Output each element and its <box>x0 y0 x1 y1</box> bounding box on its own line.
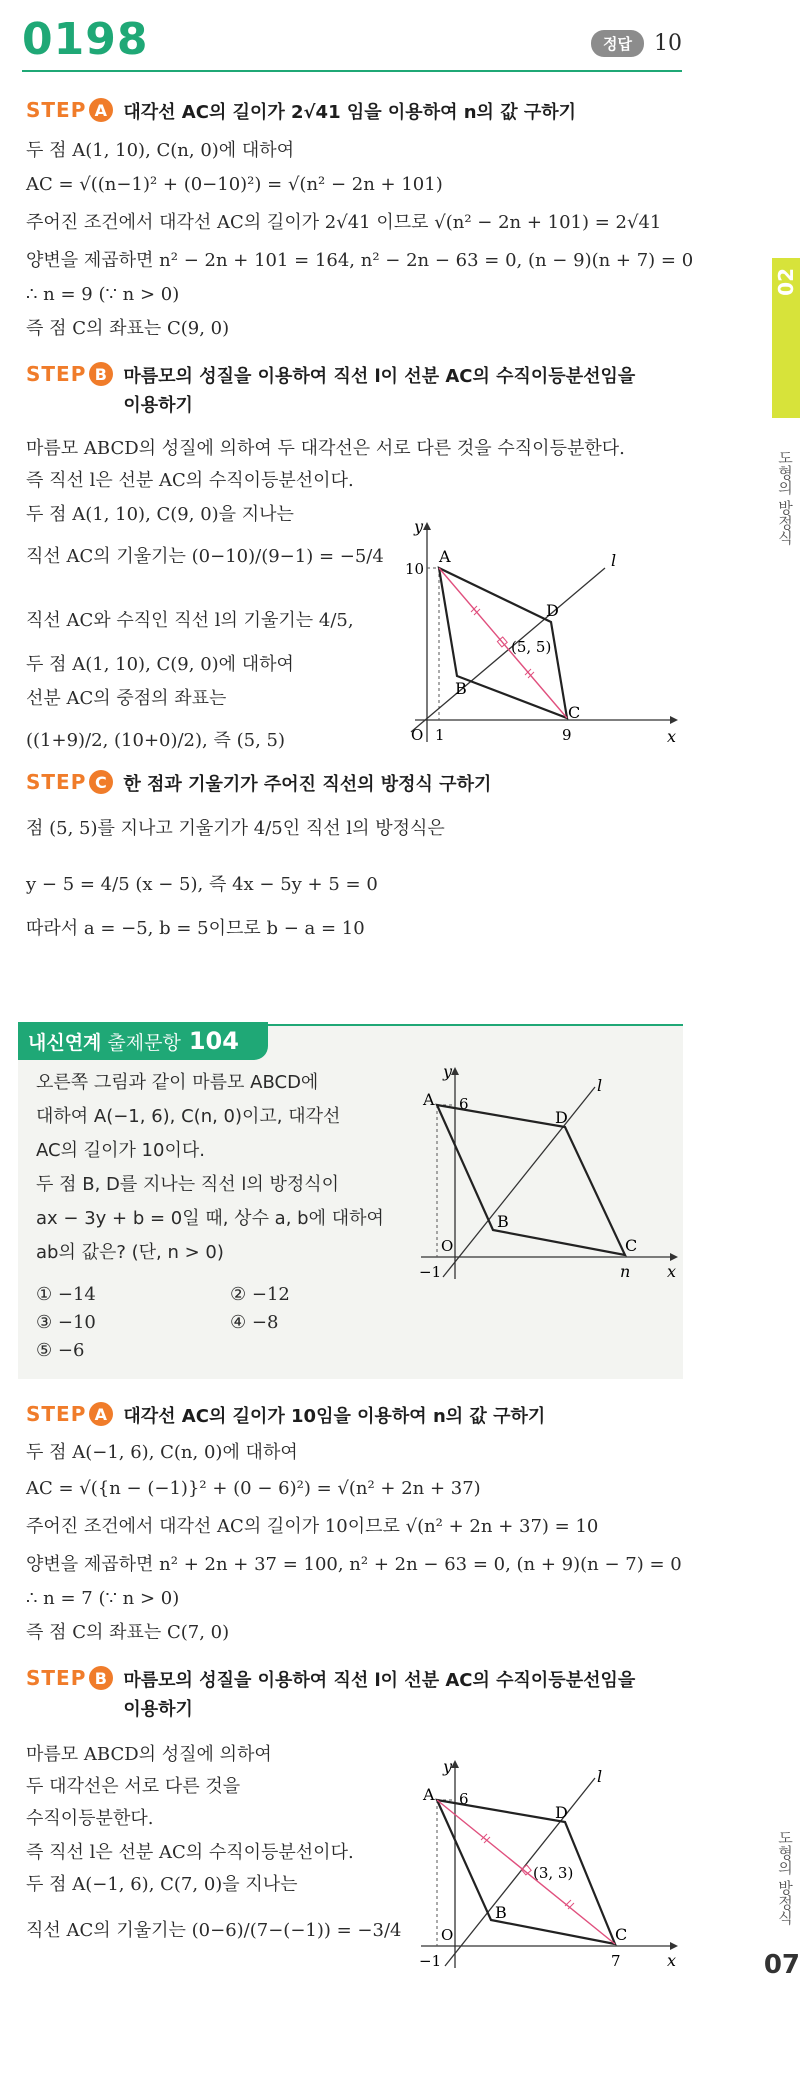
sol2-b-line-1: 마름모 ABCD의 성질에 의하여 <box>26 1744 272 1765</box>
fig2-n-label: n <box>620 1262 631 1280</box>
fig3-o-label: O <box>441 1926 454 1944</box>
fig1-D-label: D <box>546 601 559 620</box>
sol1-b-line-3: 두 점 A(1, 10), C(9, 0)을 지나는 <box>26 504 294 525</box>
fig3-x-label: x <box>667 1951 677 1970</box>
fig3-mid-label: (3, 3) <box>533 1864 574 1882</box>
sol2-figure <box>415 1760 680 1970</box>
fig3-A-label: A <box>423 1785 435 1804</box>
fig3-l-label: l <box>597 1767 603 1786</box>
fig1-1-label: 1 <box>435 726 445 744</box>
step-c-label: STEP C <box>26 770 113 794</box>
sol1-b-line-7: 선분 AC의 중점의 좌표는 <box>26 688 227 709</box>
sol1-c-line-1: 점 (5, 5)를 지나고 기울기가 4/5인 직선 l의 방정식은 <box>26 818 445 839</box>
linked-problem-rule <box>268 1024 683 1026</box>
sol1-b-line-1: 마름모 ABCD의 성질에 의하여 두 대각선은 서로 다른 것을 수직이등분한다. <box>26 438 625 459</box>
fig2-y-label: y <box>443 1065 453 1081</box>
sol2-step-a-label: STEP A <box>26 1402 113 1426</box>
fig2-B-label: B <box>497 1212 509 1231</box>
fig3-6-label: 6 <box>459 1790 469 1808</box>
fig1-y-label: y <box>414 520 424 536</box>
fig2-neg1-label: −1 <box>419 1263 442 1280</box>
sol1-a-line-5: ∴ n = 9 (∵ n > 0) <box>26 284 180 305</box>
sol2-b-line-4: 즉 직선 l은 선분 AC의 수직이등분선이다. <box>26 1842 354 1863</box>
sol1-a-line-6: 즉 점 C의 좌표는 C(9, 0) <box>26 318 230 339</box>
link-line-3: AC의 길이가 10이다. <box>36 1140 205 1161</box>
choice-2: ② −12 <box>230 1284 290 1305</box>
sol1-b-line-2: 즉 직선 l은 선분 AC의 수직이등분선이다. <box>26 470 354 491</box>
link-line-1: 오른쪽 그림과 같이 마름모 ABCD에 <box>36 1072 319 1093</box>
answer-badge: 정답 <box>591 30 644 57</box>
page-number: 07 <box>763 1950 800 1980</box>
answer-area <box>591 30 682 57</box>
sol1-a-line-3: 주어진 조건에서 대각선 AC의 길이가 2√41 이므로 √(n² − 2n + 101) = 2√41 <box>26 212 662 233</box>
fig3-B-label: B <box>495 1903 507 1922</box>
chapter-title: 도형의 방정식 <box>776 450 794 545</box>
fig2-o-label: O <box>441 1237 454 1255</box>
sol2-step-b-title: 마름모의 성질을 이용하여 직선 l이 선분 AC의 수직이등분선임을 이용하기 <box>123 1670 636 1720</box>
fig3-y-label: y <box>443 1760 453 1776</box>
fig2-x-label: x <box>667 1262 677 1280</box>
linked-problem-header: 내신연계 출제문항 104 <box>18 1022 268 1060</box>
chapter-tab-number: 02 <box>774 268 798 296</box>
link-line-6: ab의 값은? (단, n > 0) <box>36 1242 224 1263</box>
link-line-2: 대하여 A(−1, 6), C(n, 0)이고, 대각선 <box>36 1106 341 1127</box>
choice-3: ③ −10 <box>36 1312 96 1333</box>
sol1-b-line-5: 직선 AC와 수직인 직선 l의 기울기는 4/5, <box>26 610 354 631</box>
sol1-a-line-2: AC = √((n−1)² + (0−10)²) = √(n² − 2n + 101) <box>26 174 443 195</box>
problem-number: 0198 <box>22 14 149 65</box>
sol2-a-line-2: AC = √({n − (−1)}² + (0 − 6)²) = √(n² + 2n + 37) <box>26 1478 481 1499</box>
sol2-a-line-6: 즉 점 C의 좌표는 C(7, 0) <box>26 1622 230 1643</box>
sol2-b-line-5: 두 점 A(−1, 6), C(7, 0)을 지나는 <box>26 1874 298 1895</box>
sol1-b-line-8: ((1+9)/2, (10+0)/2), 즉 (5, 5) <box>26 730 285 751</box>
fig2-D-label: D <box>555 1108 568 1127</box>
sol2-b-line-3: 수직이등분한다. <box>26 1808 154 1829</box>
sol1-b-line-4: 직선 AC의 기울기는 (0−10)/(9−1) = −5/4 <box>26 546 384 567</box>
sol2-step-a <box>26 1402 545 1431</box>
step-b-label: STEP B <box>26 362 113 386</box>
fig2-C-label: C <box>625 1236 638 1255</box>
fig2-6-label: 6 <box>459 1095 469 1113</box>
fig1-9-label: 9 <box>562 726 572 744</box>
sol2-a-line-4: 양변을 제곱하면 n² + 2n + 37 = 100, n² + 2n − 63 = 0, (n + 9)(n − 7) = 0 <box>26 1554 682 1575</box>
sol1-step-c <box>26 770 491 799</box>
sol2-a-line-1: 두 점 A(−1, 6), C(n, 0)에 대하여 <box>26 1442 298 1463</box>
fig1-mid-label: (5, 5) <box>511 638 552 656</box>
sol1-step-b <box>26 362 635 420</box>
sol1-a-line-1: 두 점 A(1, 10), C(n, 0)에 대하여 <box>26 140 295 161</box>
link-line-5: ax − 3y + b = 0일 때, 상수 a, b에 대하여 <box>36 1208 384 1229</box>
fig1-C-label: C <box>568 703 581 722</box>
link-line-4: 두 점 B, D를 지나는 직선 l의 방정식이 <box>36 1174 340 1195</box>
sol1-c-line-2: y − 5 = 4/5 (x − 5), 즉 4x − 5y + 5 = 0 <box>26 874 378 895</box>
sol2-step-a-title: 대각선 AC의 길이가 10임을 이용하여 n의 값 구하기 <box>123 1406 546 1427</box>
sol2-step-b-label: STEP B <box>26 1666 113 1690</box>
fig1-o-label: O <box>411 726 424 744</box>
fig3-D-label: D <box>555 1803 568 1822</box>
sol1-a-line-4: 양변을 제곱하면 n² − 2n + 101 = 164, n² − 2n − 63 = 0, (n − 9)(n + 7) = 0 <box>26 250 694 271</box>
fig1-10-label: 10 <box>405 560 425 578</box>
fig3-7-label: 7 <box>611 1952 621 1970</box>
fig2-l-label: l <box>597 1076 603 1095</box>
step-b-title: 마름모의 성질을 이용하여 직선 l이 선분 AC의 수직이등분선임을 이용하기 <box>123 366 636 416</box>
sol2-a-line-3: 주어진 조건에서 대각선 AC의 길이가 10이므로 √(n² + 2n + 37) = 10 <box>26 1516 599 1537</box>
choice-1: ① −14 <box>36 1284 96 1305</box>
sol1-b-line-6: 두 점 A(1, 10), C(9, 0)에 대하여 <box>26 654 294 675</box>
fig1-B-label: B <box>455 679 467 698</box>
fig2-A-label: A <box>423 1090 435 1109</box>
fig1-x-label: x <box>667 727 677 745</box>
fig3-C-label: C <box>615 1925 628 1944</box>
step-a-title: 대각선 AC의 길이가 2√41 임을 이용하여 n의 값 구하기 <box>123 102 577 123</box>
header-rule <box>22 70 682 72</box>
fig3-neg1-label: −1 <box>419 1952 442 1970</box>
sol2-step-b <box>26 1666 635 1724</box>
step-c-title: 한 점과 기울기가 주어진 직선의 방정식 구하기 <box>123 774 492 795</box>
fig1-A-label: A <box>439 547 451 566</box>
step-a-label: STEP A <box>26 98 113 122</box>
sol2-a-line-5: ∴ n = 7 (∵ n > 0) <box>26 1588 180 1609</box>
choice-4: ④ −8 <box>230 1312 279 1333</box>
fig1-l-label: l <box>611 551 617 570</box>
sol1-step-a <box>26 98 576 127</box>
sol1-c-line-3: 따라서 a = −5, b = 5이므로 b − a = 10 <box>26 918 365 939</box>
link-figure <box>415 1065 680 1280</box>
sol1-figure <box>405 520 680 745</box>
answer-value: 10 <box>654 31 682 56</box>
sol2-b-line-6: 직선 AC의 기울기는 (0−6)/(7−(−1)) = −3/4 <box>26 1920 402 1941</box>
sol2-b-line-2: 두 대각선은 서로 다른 것을 <box>26 1776 241 1797</box>
chapter-title-lower: 도형의 방정식 <box>776 1830 794 1925</box>
chapter-tab <box>772 258 800 418</box>
choice-5: ⑤ −6 <box>36 1340 85 1361</box>
